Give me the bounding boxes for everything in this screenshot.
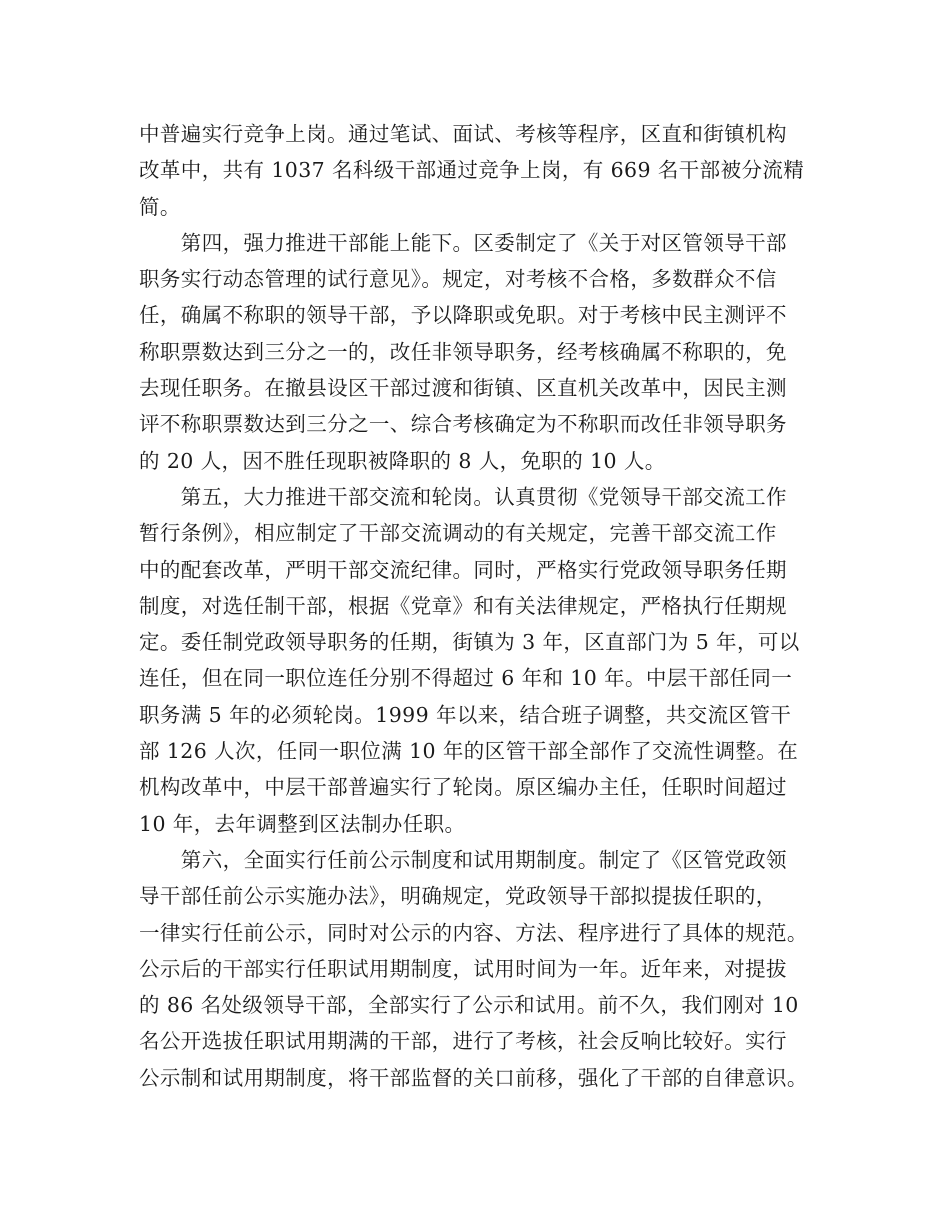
- text-line: 中普遍实行竞争上岗。通过笔试、面试、考核等程序，区直和街镇机构: [139, 122, 787, 146]
- text-line: 连任，但在同一职位连任分别不得超过 6 年和 10 年。中层干部任同一: [139, 666, 793, 691]
- text-line: 公示制和试用期制度，将干部监督的关口前移，强化了干部的自律意识。: [139, 1065, 808, 1090]
- document-body: [139, 116, 839, 1096]
- text-line: 职务实行动态管理的试行意见》。规定，对考核不合格，多数群众不信: [139, 267, 777, 292]
- text-line: 名公开选拔任职试用期满的干部，进行了考核，社会反响比较好。实行: [139, 1029, 787, 1054]
- text-line: 中的配套改革，严明干部交流纪律。同时，严格实行党政领导职务任期: [139, 557, 787, 582]
- text-line: 评不称职票数达到三分之一、综合考核确定为不称职而改任非领导职务: [139, 412, 787, 437]
- text-line: 改革中，共有 1037 名科级干部通过竞争上岗，有 669 名干部被分流精: [139, 158, 805, 183]
- text-line: 部 126 人次，任同一职位满 10 年的区管干部全部作了交流性调整。在: [139, 739, 799, 764]
- text-line: 第五，大力推进干部交流和轮岗。认真贯彻《党领导干部交流工作: [139, 484, 787, 509]
- text-line: 称职票数达到三分之一的，改任非领导职务，经考核确属不称职的，免: [139, 339, 787, 364]
- text-line: 职务满 5 年的必须轮岗。1999 年以来，结合班子调整，共交流区管干: [139, 702, 792, 727]
- text-line: 导干部任前公示实施办法》，明确规定，党政领导干部拟提拔任职的，: [139, 884, 777, 909]
- text-line: 第四，强力推进干部能上能下。区委制定了《关于对区管领导干部: [139, 230, 787, 255]
- text-line: 定。委任制党政领导职务的任期，街镇为 3 年，区直部门为 5 年，可以: [139, 630, 800, 655]
- text-line: 第六，全面实行任前公示制度和试用期制度。制定了《区管党政领: [139, 847, 787, 872]
- text-line: 公示后的干部实行任职试用期制度，试用时间为一年。近年来，对提拔: [139, 956, 787, 981]
- text-line: 简。: [139, 194, 181, 219]
- text-line: 去现任职务。在撤县设区干部过渡和街镇、区直机关改革中，因民主测: [139, 376, 787, 401]
- text-line: 的 20 人，因不胜任现职被降职的 8 人，免职的 10 人。: [139, 448, 666, 473]
- text-line: 制度，对选任制干部，根据《党章》和有关法律规定，严格执行任期规: [139, 593, 787, 618]
- text-line: 任，确属不称职的领导干部，予以降职或免职。对于考核中民主测评不: [139, 303, 787, 328]
- text-line: 的 86 名处级领导干部，全部实行了公示和试用。前不久，我们刚对 10: [139, 993, 799, 1018]
- text-line: 10 年，去年调整到区法制办任职。: [139, 811, 466, 836]
- text-line: 暂行条例》，相应制定了干部交流调动的有关规定，完善干部交流工作: [139, 521, 777, 546]
- text-line: 一律实行任前公示，同时对公示的内容、方法、程序进行了具体的规范。: [139, 920, 808, 945]
- text-line: 机构改革中，中层干部普遍实行了轮岗。原区编办主任，任职时间超过: [139, 775, 787, 800]
